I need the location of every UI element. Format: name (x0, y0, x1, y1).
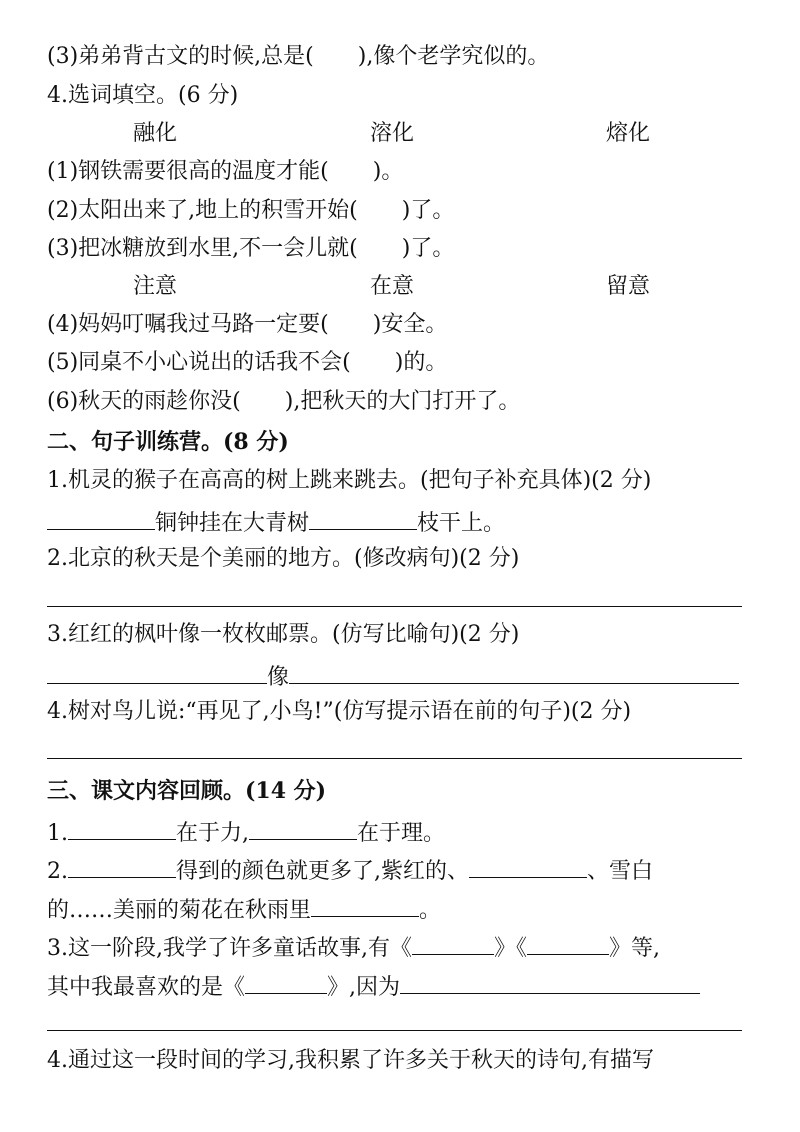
fill-sentence-4: (4)妈妈叮嘱我过马路一定要( )安全。 (47, 312, 448, 337)
word-choice: 在意 (370, 274, 415, 299)
word-choice: 溶化 (370, 121, 415, 146)
question-3-3: (3)弟弟背古文的时候,总是( ),像个老学究似的。 (47, 44, 550, 69)
sentence-q1: 1.机灵的猴子在高高的树上跳来跳去。(把句子补充具体)(2 分) (47, 468, 652, 493)
fill-sentence-2: (2)太阳出来了,地上的积雪开始( )了。 (47, 198, 455, 223)
answer-blank[interactable] (469, 849, 587, 878)
fill-sentence-6: (6)秋天的雨趁你没( ),把秋天的大门打开了。 (47, 389, 521, 414)
sentence-q4: 4.树对鸟儿说:“再见了,小鸟!”(仿写提示语在前的句子)(2 分) (47, 699, 632, 724)
sentence-q1-answer: 铜钟挂在大青树 枝干上。 (47, 501, 742, 539)
fill-sentence-3: (3)把冰糖放到水里,不一会儿就( )了。 (47, 236, 455, 261)
question-4-title: 4.选词填空。(6 分) (47, 83, 239, 108)
answer-blank[interactable] (68, 811, 176, 840)
review-q4: 4.通过这一段时间的学习,我积累了许多关于秋天的诗句,有描写 (47, 1048, 654, 1073)
sentence-q3-answer: 像 (47, 655, 742, 693)
fill-sentence-5: (5)同桌不小心说出的话我不会( )的。 (47, 350, 448, 375)
answer-blank[interactable] (309, 501, 417, 530)
review-q1: 1. 在于力, 在于理。 (47, 811, 742, 849)
word-choice: 融化 (133, 121, 178, 146)
review-q3: 3.这一阶段,我学了许多童话故事,有《 》《 》等, (47, 926, 742, 964)
answer-blank[interactable] (400, 965, 700, 994)
answer-blank[interactable] (412, 926, 494, 955)
answer-blank[interactable] (47, 655, 267, 684)
word-choice: 注意 (133, 274, 178, 299)
answer-line[interactable] (47, 758, 742, 759)
answer-line[interactable] (47, 1030, 742, 1031)
answer-blank[interactable] (245, 965, 327, 994)
word-choice: 留意 (606, 274, 651, 299)
answer-blank[interactable] (311, 888, 419, 917)
review-q2: 2. 得到的颜色就更多了,紫红的、 、雪白 (47, 849, 742, 887)
answer-blank[interactable] (68, 849, 176, 878)
review-q3-cont: 其中我最喜欢的是《 》,因为 (47, 965, 742, 1003)
answer-line[interactable] (47, 606, 742, 607)
sentence-q3: 3.红红的枫叶像一枚枚邮票。(仿写比喻句)(2 分) (47, 622, 520, 647)
answer-blank[interactable] (249, 811, 357, 840)
word-choice: 熔化 (606, 121, 651, 146)
review-q2-cont: 的……美丽的菊花在秋雨里 。 (47, 888, 742, 926)
sentence-q2: 2.北京的秋天是个美丽的地方。(修改病句)(2 分) (47, 546, 520, 571)
section-heading-3: 三、课文内容回顾。(14 分) (47, 778, 327, 804)
fill-sentence-1: (1)钢铁需要很高的温度才能( )。 (47, 159, 404, 184)
section-heading-2: 二、句子训练营。(8 分) (47, 429, 289, 455)
answer-blank[interactable] (289, 655, 739, 684)
answer-blank[interactable] (527, 926, 609, 955)
answer-blank[interactable] (47, 501, 155, 530)
